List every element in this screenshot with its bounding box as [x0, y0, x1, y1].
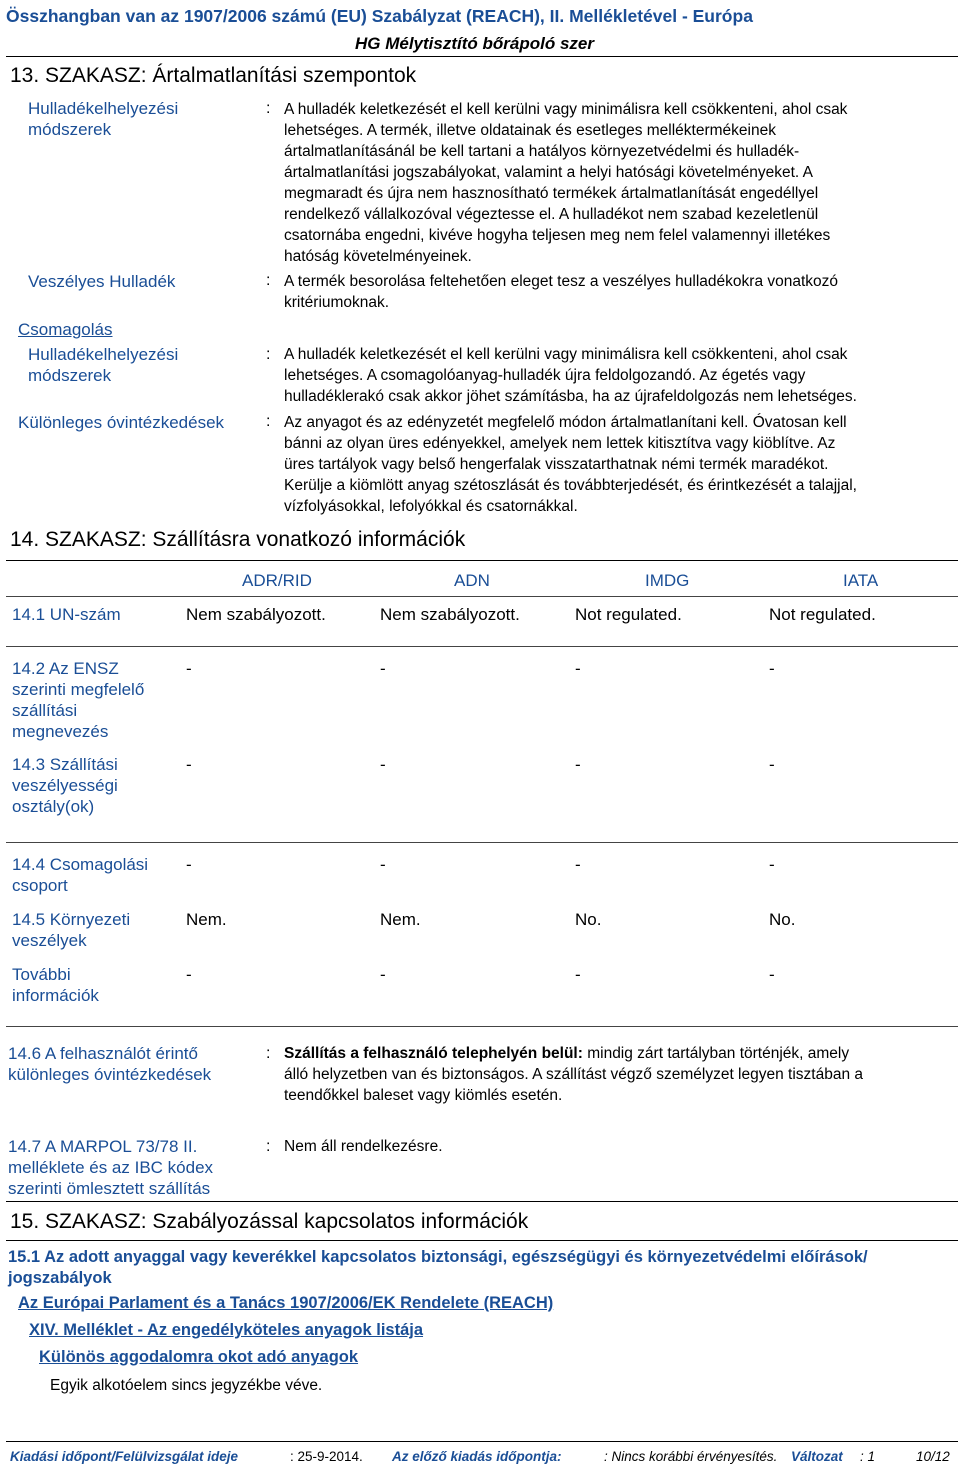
row-label-un: 14.1 UN-szám: [12, 605, 121, 624]
table-cell: Nem.: [380, 910, 421, 929]
footer-issue-value: : 25-9-2014.: [290, 1449, 363, 1464]
table-cell: -: [380, 755, 386, 774]
table-cell: -: [380, 659, 386, 678]
table-rule: [6, 646, 958, 647]
regulation-header: Összhangban van az 1907/2006 számú (EU) Szabályzat (REACH), II. Mellékletével - Európa: [6, 6, 753, 26]
svhc-link[interactable]: Különös aggodalomra okot adó anyagok: [39, 1348, 359, 1366]
row-label-hazard-class: 14.3 Szállítási veszélyességi osztály(ok): [12, 755, 118, 816]
colon: :: [266, 413, 271, 430]
table-cell: -: [575, 659, 581, 678]
table-cell: -: [769, 855, 775, 874]
hazardous-waste-label: Veszélyes Hulladék: [28, 272, 176, 291]
section14-rule: [6, 560, 958, 561]
row-label-shipping-name: 14.2 Az ENSZ szerinti megfelelő szállítási megnevezés: [12, 659, 145, 741]
table-cell: -: [186, 855, 192, 874]
hazardous-waste-text: A termék besorolása feltehetően eleget tesz a veszélyes hulladékokra vonatkozó kritériumoknak.: [284, 273, 839, 311]
colon: :: [266, 1138, 271, 1155]
table-cell: -: [769, 755, 775, 774]
section15-rule-top: [6, 1201, 958, 1202]
table-cell: -: [186, 755, 192, 774]
table-cell: -: [769, 965, 775, 984]
product-name: HG Mélytisztító bőrápoló szer: [355, 34, 594, 53]
page-number: 10/12: [916, 1449, 950, 1464]
svhc-note: Egyik alkotóelem sincs jegyzékbe véve.: [50, 1377, 323, 1394]
colon: :: [266, 1045, 271, 1062]
user-precautions-text: Szállítás a felhasználó telephelyén belül: mindig zárt tartályban történjék, amely álló helyzetben van és biztonságos. A szállítást végző személyzet legyen tisztában a teendőkkel baleset vagy kiömlés esetén.: [284, 1045, 864, 1104]
colon: :: [266, 346, 271, 363]
col-header-iata: IATA: [843, 571, 879, 590]
table-cell: -: [186, 659, 192, 678]
col-header-adr: ADR/RID: [242, 571, 312, 590]
packaging-heading: Csomagolás: [18, 320, 113, 339]
table-rule: [6, 842, 958, 843]
colon: :: [266, 272, 271, 289]
table-cell: -: [380, 855, 386, 874]
table-cell: No.: [769, 910, 796, 929]
special-precautions-label: Különleges óvintézkedések: [18, 413, 225, 432]
table-cell: Nem.: [186, 910, 227, 929]
col-header-adn: ADN: [454, 571, 490, 590]
marpol-text: Nem áll rendelkezésre.: [284, 1138, 443, 1155]
special-precautions-text: Az anyagot és az edényzetét megfelelő módon ártalmatlanítani kell. Óvatosan kell bánni az olyan üres edényekkel, amelyek nem lettek kitisztítva vagy kiöblítve. Az üres tartályok vagy belső hengerfalak visszatarthatnak némi termék maradékot. Kerülje a kiömlött anyag szétoszlását és továbbterjedését, és érintkezését a talajjal, vízfolyásokkal, lefolyókkal és csatornákkal.: [284, 414, 857, 515]
footer-prev-value: : Nincs korábbi érvényesítés.: [604, 1449, 778, 1464]
packaging-methods-label: Hulladékelhelyezési módszerek: [28, 345, 179, 385]
section15-title: 15. SZAKASZ: Szabályozással kapcsolatos információk: [10, 1210, 529, 1233]
footer-version-value: : 1: [860, 1449, 876, 1464]
colon: :: [266, 100, 271, 117]
table-cell: Nem szabályozott.: [186, 605, 326, 624]
reach-regulation-link[interactable]: Az Európai Parlament és a Tanács 1907/2006/EK Rendelete (REACH): [18, 1294, 554, 1312]
footer-issue-label: Kiadási időpont/Felülvizsgálat ideje: [10, 1449, 239, 1464]
user-precautions-label: 14.6 A felhasználót érintő különleges óvintézkedések: [8, 1044, 212, 1084]
table-cell: -: [575, 755, 581, 774]
table-cell: -: [575, 965, 581, 984]
waste-methods-label: Hulladékelhelyezési módszerek: [28, 99, 179, 139]
section13-title: 13. SZAKASZ: Ártalmatlanítási szempontok: [10, 64, 417, 87]
section15-subheading: 15.1 Az adott anyaggal vagy keverékkel kapcsolatos biztonsági, egészségügyi és környezetvédelmi előírások/ jogszabályok: [8, 1248, 868, 1287]
table-cell: Not regulated.: [575, 605, 682, 624]
waste-methods-text: A hulladék keletkezését el kell kerülni vagy minimálisra kell csökkenteni, ahol csak lehetséges. A termék, illetve oldatainak és esetleges melléktermékeinek ártalmatlanításánál be kell tartani a hatályos környezetvédelmi és hulladék- ártalmatlanítási jogszabályokat, valamint a helyi hatósági követelményeket. A megmaradt és újra nem hasznosítható termékek ártalmatlanítását engedéllyel rendelkező vállalkozóval végeztesse el. A hulladékot nem szabad kezeletlenül csatornába engedni, kivéve hogyha teljesen meg nem felel valamennyi illetékes hatóság követelményeinek.: [284, 101, 848, 265]
row-label-packing-group: 14.4 Csomagolási csoport: [12, 855, 149, 895]
table-cell: Not regulated.: [769, 605, 876, 624]
table-cell: -: [575, 855, 581, 874]
table-cell: -: [769, 659, 775, 678]
packaging-methods-text: A hulladék keletkezését el kell kerülni vagy minimálisra kell csökkenteni, ahol csak lehetséges. A csomagolóanyag-hulladék újra feldolgozandó. Az égetés vagy hulladéklerakó csak akkor jöhet számításba, ha az újrafeldolgozás nem lehetséges.: [284, 346, 857, 405]
row-label-env-hazards: 14.5 Környezeti veszélyek: [12, 910, 131, 950]
table-cell: No.: [575, 910, 602, 929]
footer-version-label: Változat: [791, 1449, 843, 1464]
marpol-label: 14.7 A MARPOL 73/78 II. melléklete és az IBC kódex szerinti ömlesztett szállítás: [8, 1137, 214, 1198]
section15-rule: [6, 1240, 958, 1241]
header-rule: [6, 56, 958, 57]
section14-title: 14. SZAKASZ: Szállításra vonatkozó információk: [10, 528, 466, 551]
table-cell: Nem szabályozott.: [380, 605, 520, 624]
table-cell: -: [380, 965, 386, 984]
table-cell: -: [186, 965, 192, 984]
footer-rule: [6, 1441, 958, 1442]
annex-xiv-link[interactable]: XIV. Melléklet - Az engedélyköteles anyagok listája: [29, 1321, 424, 1339]
row-label-further-info: További információk: [12, 965, 99, 1005]
col-header-imdg: IMDG: [645, 571, 690, 590]
footer-prev-label: Az előző kiadás időpontja:: [392, 1449, 562, 1464]
table-rule: [6, 1026, 958, 1027]
table-rule: [6, 596, 958, 597]
